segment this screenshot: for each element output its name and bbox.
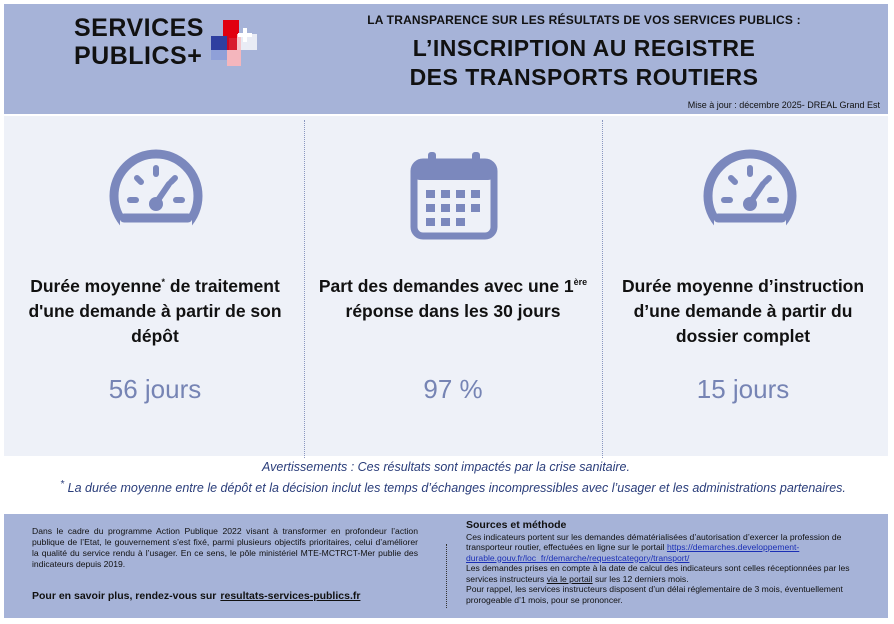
sources-text: sur les 12 derniers mois. [592,573,689,584]
portal-link[interactable]: https://demarches.developpement-durable.gouv.fr/loc_fr/demarche/requestcategory/transport/ [466,542,800,563]
indicator-label [318,274,588,324]
learn-more-link[interactable]: resultats-services-publics.fr [220,590,361,602]
label-text: de traitement d'une demande à partir de son dépôt [28,276,282,346]
logo-cross-icon [209,18,259,70]
learn-more-label: Pour en savoir plus, rendez-vous sur [32,590,217,602]
page-title [304,34,864,92]
indicator-instruction-time [598,116,888,456]
indicator-processing-time [10,116,300,456]
indicator-value: 97 % [423,374,483,404]
sources-paragraph-3: Pour rappel, les services instructeurs disposent d’un délai réglementaire de 3 mois, éventuellement prorogeable d’1 mois, pour se prononcer. [466,584,843,605]
sources-paragraph-2 [466,563,876,584]
label-text: Durée moyenne [30,276,162,296]
via-portal-link[interactable]: via le portail [546,573,593,584]
label-text: Durée moyenne d’instruction d’une demande à partir du dossier complet [621,276,865,346]
speedometer-icon [106,148,206,240]
label-sup: ère [573,277,588,288]
services-publics-logo [74,14,204,70]
update-date: Mise à jour : décembre 2025- DREAL Grand Est [687,100,880,110]
speedometer-icon [700,148,800,240]
sources-paragraph-1 [466,532,876,564]
footnote [18,479,888,495]
program-description: Dans le cadre du programme Action Publique 2022 visant à transformer en profondeur l’action publique de l’Etat, le gouvernement s’est fixé, parmi plusieurs objectifs prioritaires, celui d’améliorer la qualité du service rendu à l’usager. En ce sens, le pôle ministériel MTE-MCTRCT-Mer publie des indicateurs depuis 2019. [32,526,418,569]
footer-band [4,514,888,618]
footnote-star: * [60,479,65,490]
indicator-response-rate [308,116,598,456]
header-band [4,4,888,114]
logo-line-1: SERVICES [74,14,204,42]
indicator-value: 15 jours [696,374,790,404]
label-text: Part des demandes avec une 1 [318,276,574,296]
sources-text: Ces indicateurs portent sur les demandes dématérialisées d’autorisation d’exercer la profession de transporteur routier, effectuées en ligne sur le portail [466,531,842,552]
footer-divider [446,544,447,608]
indicator-label [608,274,878,349]
sources-method [466,520,876,605]
label-sup: * [161,277,166,288]
title-line-1: L’INSCRIPTION AU REGISTRE [412,35,756,61]
indicator-value: 56 jours [108,374,202,404]
warning-text: Avertissements : Ces résultats sont impactés par la crise sanitaire. [262,460,630,474]
footnote-text: La durée moyenne entre le dépôt et la décision inclut les temps d’échanges incompressibles avec l’usager et les administrations partenaires. [64,481,846,496]
sources-title: Sources et méthode [466,519,567,531]
logo-line-2: PUBLICS+ [74,42,203,70]
title-line-2: DES TRANSPORTS ROUTIERS [409,64,759,90]
column-divider [304,120,305,458]
calendar-icon [404,148,504,240]
header-kicker: LA TRANSPARENCE SUR LES RÉSULTATS DE VOS SERVICES PUBLICS : [367,13,801,27]
learn-more [32,590,360,602]
infographic [4,4,888,618]
indicator-label [20,274,290,349]
sources-text: Les demandes prises en compte à la date de calcul des indicateurs sont celles réceptionnées par les services instructeurs [466,563,850,584]
label-text: réponse dans les 30 jours [345,301,561,321]
